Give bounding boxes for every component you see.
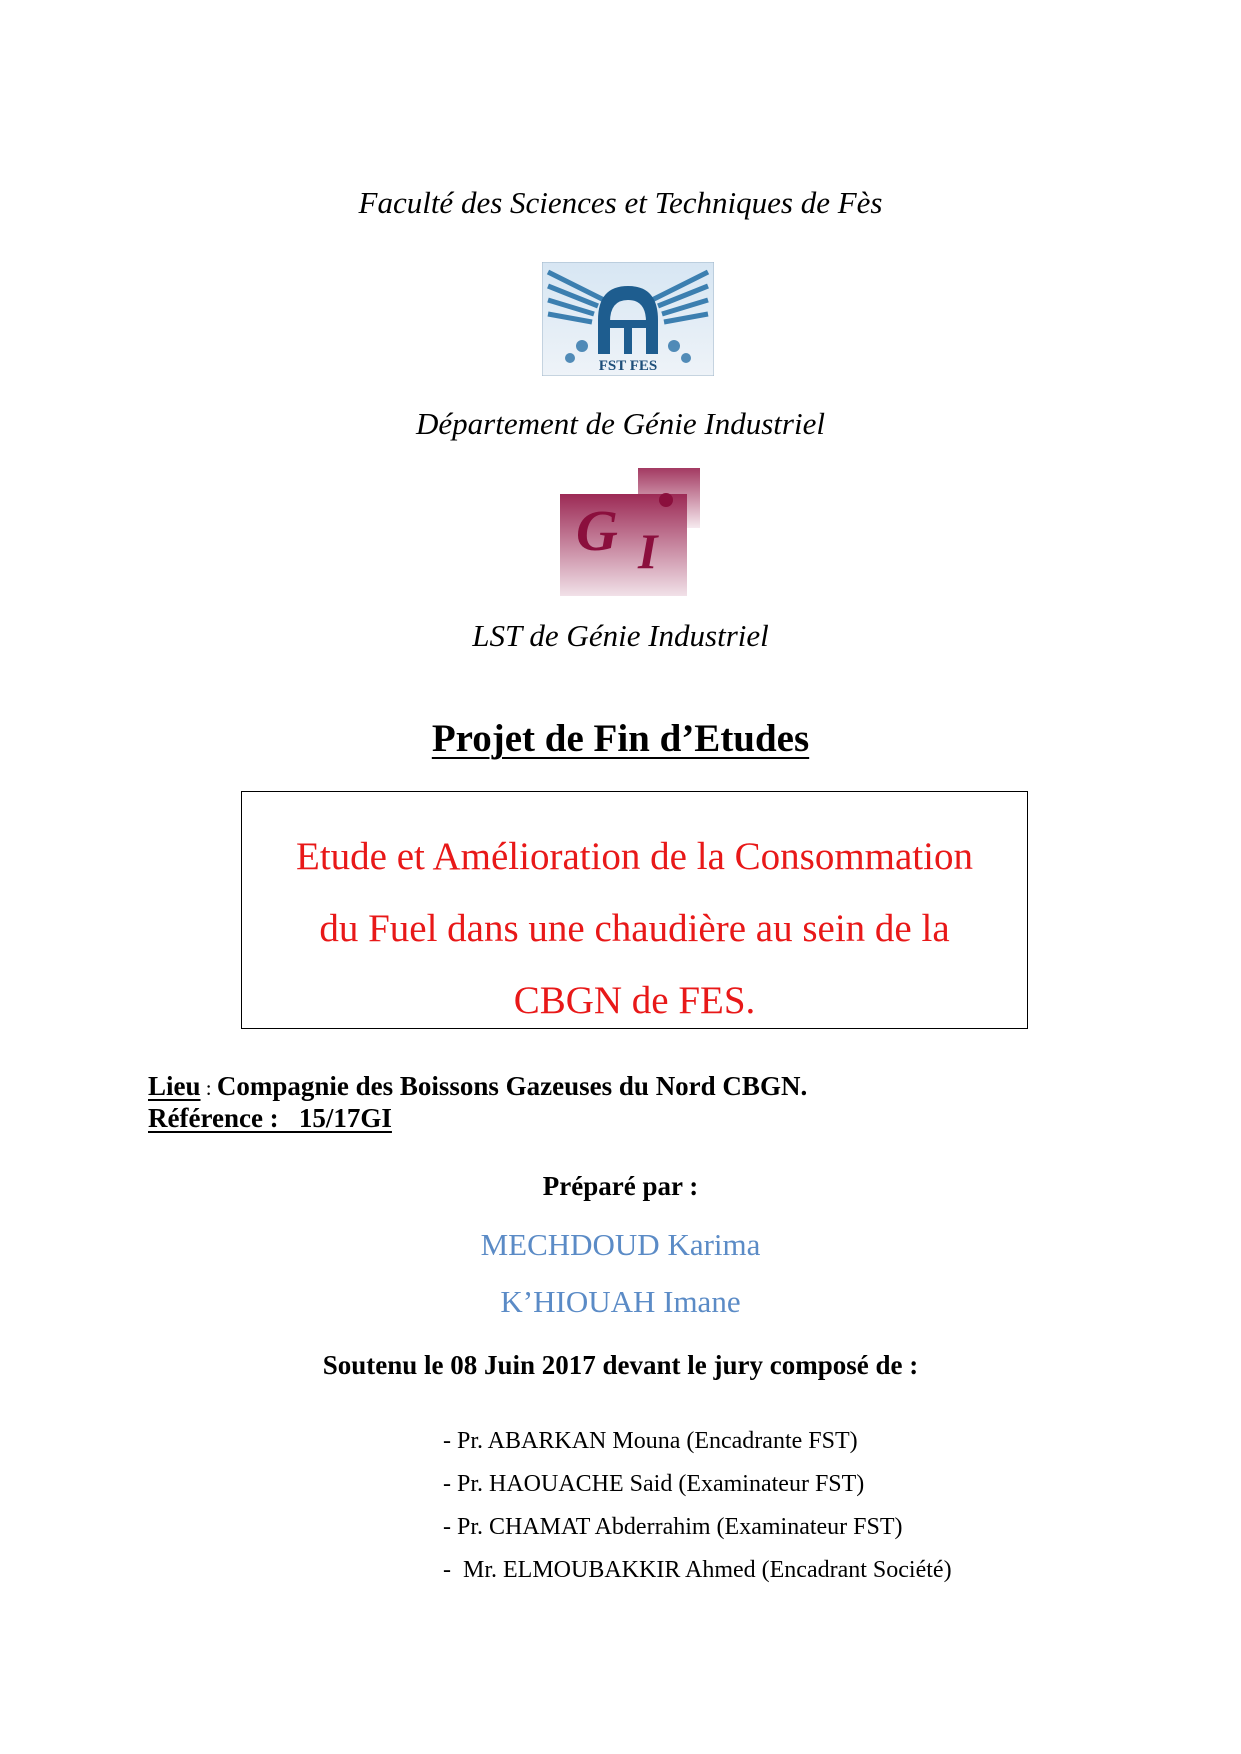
- project-title-line: CBGN de FES.: [513, 979, 756, 1022]
- jury-heading: Soutenu le 08 Juin 2017 devant le jury composé de :: [322, 1350, 919, 1380]
- project-title-box: [241, 791, 1028, 1029]
- svg-text:FST FES: FST FES: [598, 358, 658, 374]
- lieu-label: Lieu: [148, 1071, 201, 1101]
- student-name: K’HIOUAH Imane: [500, 1284, 741, 1319]
- jury-member: - Pr. ABARKAN Mouna (Encadrante FST): [443, 1428, 858, 1454]
- gi-logo: [560, 468, 700, 596]
- fst-fes-logo: [542, 262, 714, 376]
- svg-text:I: I: [638, 523, 658, 579]
- lieu-line: [148, 1070, 807, 1104]
- jury-member: - Mr. ELMOUBAKKIR Ahmed (Encadrant Société): [443, 1557, 952, 1583]
- project-heading: Projet de Fin d’Etudes: [431, 717, 810, 760]
- student-name: MECHDOUD Karima: [480, 1227, 761, 1262]
- reference-line: [148, 1102, 392, 1134]
- lieu-colon: :: [200, 1076, 217, 1100]
- faculty-name: Faculté des Sciences et Techniques de Fès: [358, 185, 883, 220]
- project-title-line: du Fuel dans une chaudière au sein de la: [319, 907, 950, 950]
- department-name: Département de Génie Industriel: [416, 406, 825, 441]
- reference-label: Référence : 15/17GI: [148, 1103, 392, 1133]
- lieu-value: Compagnie des Boissons Gazeuses du Nord CBGN.: [216, 1071, 808, 1101]
- project-title-line: Etude et Amélioration de la Consommation: [296, 835, 973, 878]
- prepared-by-label: Préparé par :: [542, 1171, 699, 1201]
- program-name: LST de Génie Industriel: [472, 618, 769, 653]
- svg-text:G: G: [576, 498, 618, 563]
- jury-member: - Pr. CHAMAT Abderrahim (Examinateur FST): [443, 1514, 903, 1540]
- jury-member: - Pr. HAOUACHE Said (Examinateur FST): [443, 1471, 865, 1497]
